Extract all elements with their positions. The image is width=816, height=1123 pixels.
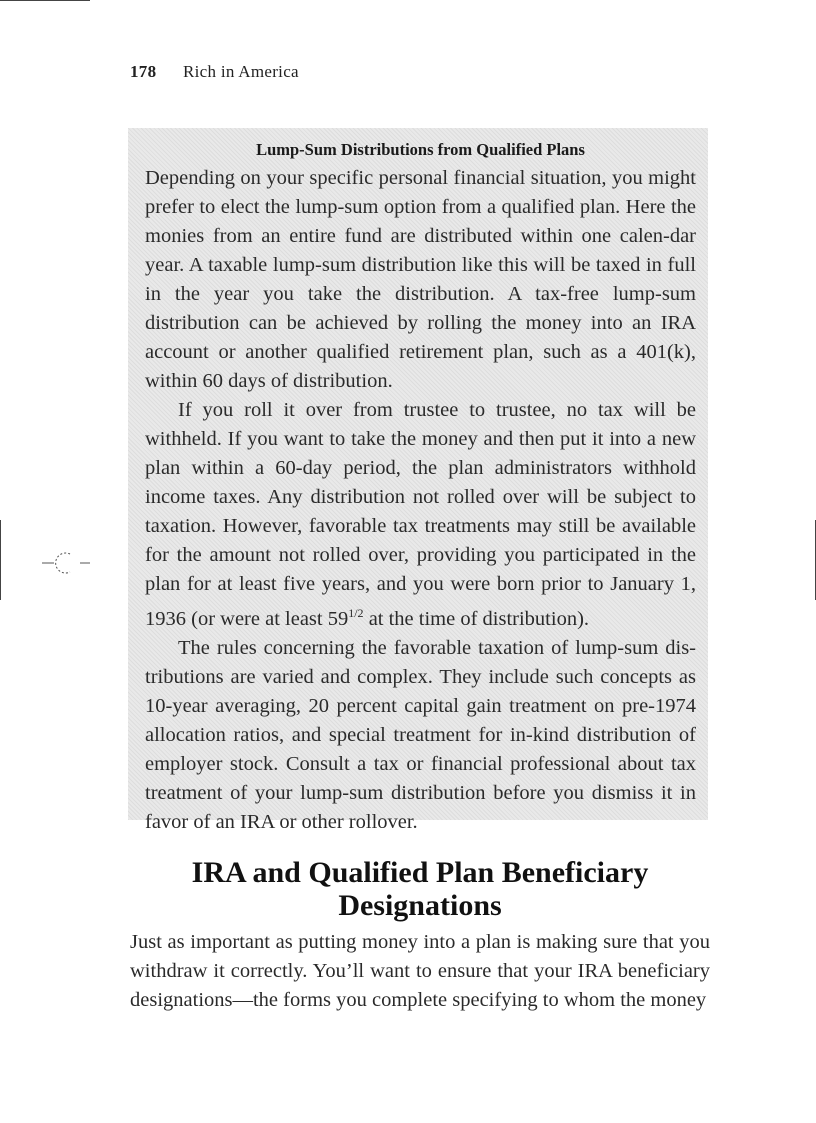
age-whole: 59 [327,607,349,630]
body-paragraph: Just as important as putting money into a plan is making sure that you withdraw it correctly. You’ll want to ensure that your IRA beneficiary designations—the forms you complete specifying to whom the money [130,931,710,1011]
age-tail: at the time of distribution). [363,607,590,630]
crop-mark-top [0,0,90,1]
sidebar-paragraph-2-text: If you roll it over from trustee to trustee, no tax will be withheld. If you want to take the money and then put it into a new plan within a 60-day period, the plan administrators withhold income taxes. Any distribution not rolled over will be subject to taxation. However, favorable tax treatments may still be available for the amount not rolled over, providing you participated in the plan for at least five years, and you were born prior to January 1, 1936 (or were at least [145,399,696,630]
running-head [130,62,299,82]
sidebar-box [128,128,708,833]
page-number: 178 [130,62,157,81]
sidebar-paragraph-1: Depending on your specific personal financial situation, you might prefer to elect the lump-sum option from a qualified plan. Here the monies from an entire fund are distributed within one calen-dar year. A taxable lump-sum distribution like this will be taxed in full in the year you take the distribution. A tax-free lump-sum distribution can be achieved by rolling the money into an IRA account or another qualified retirement plan, such as a 401(k), within 60 days of distribution. [145,167,696,392]
sidebar-title: Lump-Sum Distributions from Qualified Plans [256,140,585,159]
section-heading: IRA and Qualified Plan Beneficiary Designations [191,856,649,922]
registration-mark-icon [42,548,92,578]
book-title: Rich in America [182,62,299,81]
age-fraction: 1/2 [348,606,364,620]
sidebar-paragraph-2 [145,396,696,634]
sidebar-paragraph-3: The rules concerning the favorable taxation of lump-sum dis-tributions are varied and complex. They include such concepts as 10-year averaging, 20 percent capital gain treatment on pre-1974 allocation ratios, and special treatment for in-kind distribution of employer stock. Consult a tax or financial professional about tax treatment of your lump-sum distribution before you dismiss it in favor of an IRA or other rollover. [145,636,696,833]
crop-mark-left [0,520,1,600]
